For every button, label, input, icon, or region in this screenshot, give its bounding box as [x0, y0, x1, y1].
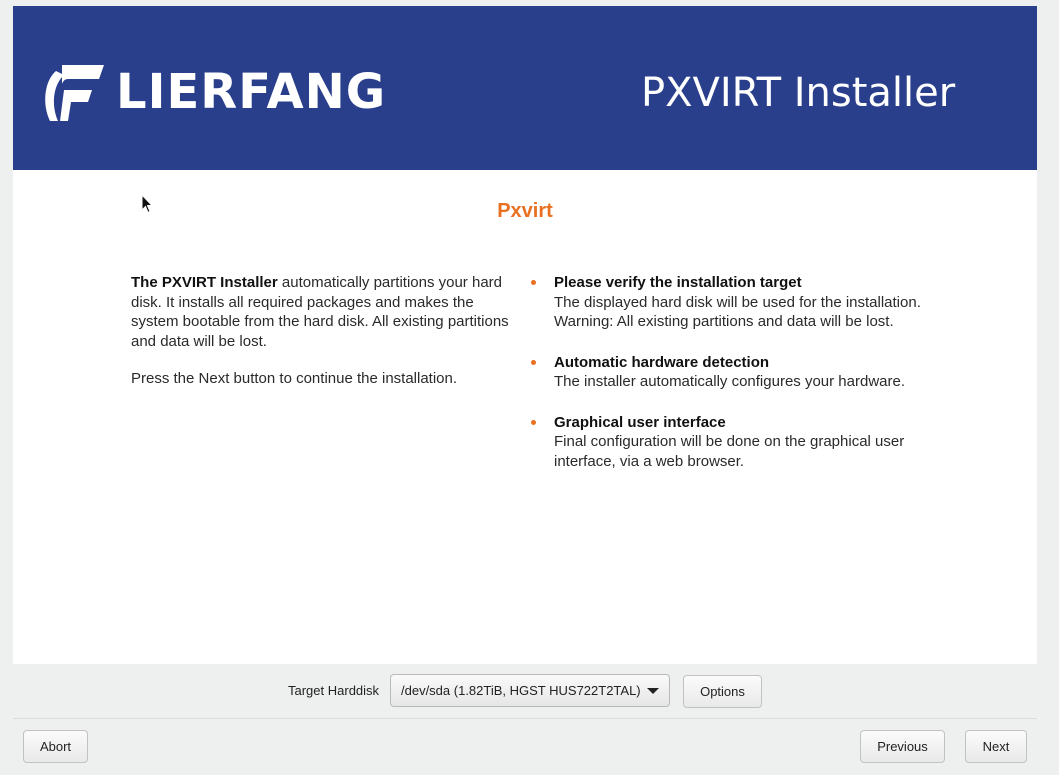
abort-button[interactable]: Abort [23, 730, 88, 763]
feature-item-hardware-detection [529, 353, 929, 392]
feature-list [529, 273, 929, 492]
bullet-dot-icon [531, 420, 536, 425]
feature-title: Graphical user interface [554, 413, 726, 431]
bullet-dot-icon [531, 280, 536, 285]
next-button[interactable]: Next [965, 730, 1027, 763]
bullet-dot-icon [531, 360, 536, 365]
lierfang-f-logo-icon [38, 57, 108, 127]
target-harddisk-bar [13, 664, 1037, 719]
product-heading: Pxvirt [497, 200, 553, 222]
installer-window [13, 6, 1037, 775]
installer-title: PXVIRT Installer [641, 70, 956, 116]
feature-item-graphical-ui [529, 413, 929, 472]
feature-description: Final configuration will be done on the graphical user interface, via a web browser. [554, 433, 905, 470]
feature-description: The installer automatically configures your hardware. [554, 373, 905, 390]
target-harddisk-label: Target Harddisk [288, 683, 380, 698]
previous-button[interactable]: Previous [860, 730, 945, 763]
feature-description: The displayed hard disk will be used for the installation. [554, 293, 921, 311]
feature-title: Please verify the installation target [554, 274, 802, 291]
target-harddisk-select[interactable] [390, 674, 670, 707]
footer-bar [13, 664, 1037, 775]
feature-warning: Warning: All existing partitions and data will be lost. [554, 313, 894, 330]
intro-bold: The PXVIRT Installer [131, 274, 278, 291]
header-banner [13, 6, 1037, 170]
logo-text: LIERFANG [116, 64, 387, 120]
main-content [13, 170, 1037, 664]
options-button[interactable]: Options [683, 675, 762, 708]
intro-column [131, 273, 511, 407]
intro-text: automatically partitions your hard disk. It installs all required packages and makes the system bootable from the hard disk. All existing partitions and data will be lost. [131, 274, 509, 350]
intro-paragraph [131, 273, 511, 351]
next-hint: Press the Next button to continue the installation. [131, 370, 458, 387]
caret-down-icon [647, 688, 659, 694]
feature-item-verify-target [529, 273, 929, 332]
feature-title: Automatic hardware detection [554, 353, 770, 371]
target-harddisk-value: /dev/sda (1.82TiB, HGST HUS722T2TAL) [401, 683, 641, 698]
